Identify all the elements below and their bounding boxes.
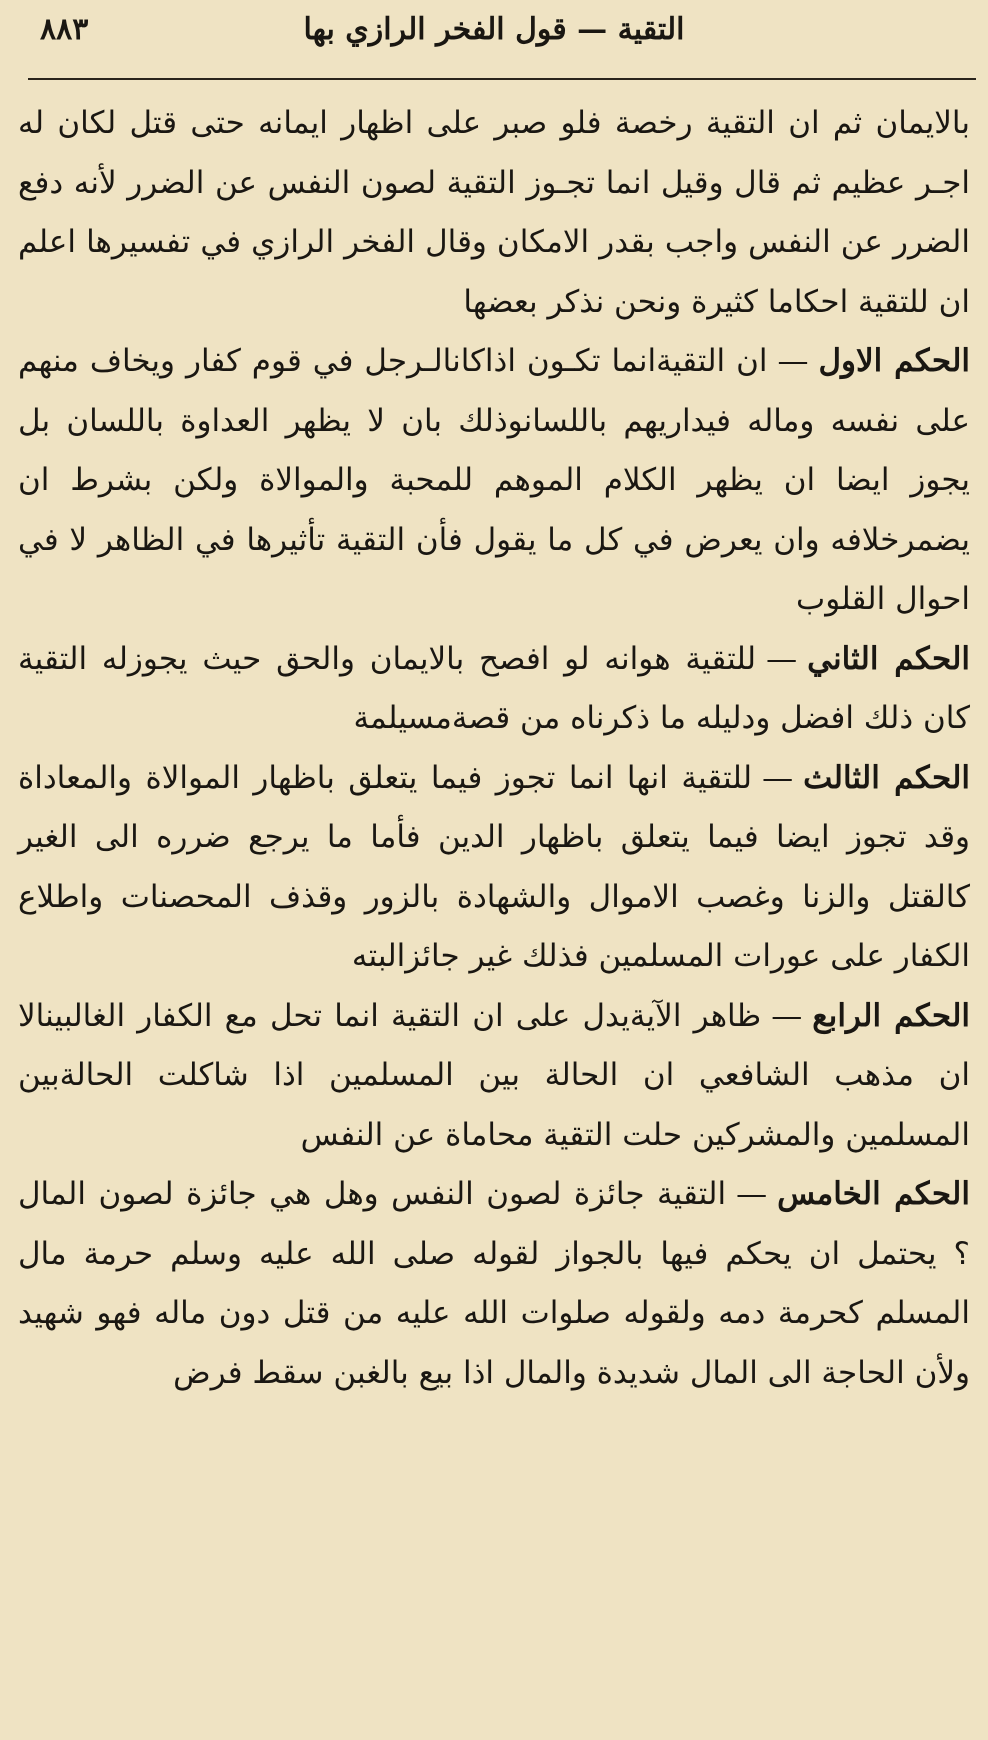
ruling-title: الحكم الخامس: [777, 1176, 970, 1212]
ruling-title: الحكم الاول: [818, 343, 970, 379]
ruling-5: [18, 1165, 970, 1403]
page-header: [40, 8, 948, 78]
ruling-4: [18, 987, 970, 1166]
ruling-title: الحكم الثاني: [807, 640, 971, 677]
ruling-2: [18, 630, 970, 749]
dash-separator: —: [762, 759, 794, 796]
running-title: التقية — قول الفخر الرازي بها: [303, 12, 685, 47]
ruling-text: ان التقيةانما تكـون اذاكانالـرجل في قوم كفار ويخاف منهم على نفسه وماله فيداريهم باللسانوذلك بان لا يظهر العداوة باللسان بل يجوز ايضا ان يظهر الكلام الموهم للمحبة والموالاة ولكن بشرط ان يضمرخلافه وان يعرض في كل ما يقول فأن التقية تأثيرها في الظاهر لا في احوال القلوب: [18, 343, 970, 617]
intro-paragraph: بالايمان ثم ان التقية رخصة فلو صبر على اظهار ايمانه حتى قتل لكان له اجـر عظيم ثم قال وقيل انما تجـوز التقية لصون النفس عن الضرر لأنه دفع الضرر عن النفس واجب بقدر الامكان وقال الفخر الرازي في تفسيرها اعلم ان للتقية احكاما كثيرة ونحن نذكر بعضها: [18, 105, 970, 320]
ruling-text: ظاهر الآيةيدل على ان التقية انما تحل مع الكفار الغالبينالا ان مذهب الشافعي ان الحالة بين المسلمين اذا شاكلت الحالةبين المسلمين والمشركين حلت التقية محاماة عن النفس: [18, 997, 970, 1153]
ruling-title: الحكم الثالث: [803, 759, 971, 796]
ruling-text: للتقية انها انما تجوز فيما يتعلق باظهار الموالاة والمعاداة وقد تجوز ايضا فيما يتعلق باظهار الدين فأما ما يرجع ضرره الى الغير كالقتل والزنا وغصب الاموال والشهادة بالزور وقذف المحصنات واطلاع الكفار على عورات المسلمين فذلك غير جائزالبته: [18, 759, 970, 974]
dash-separator: —: [777, 343, 809, 379]
ruling-text: التقية جائزة لصون النفس وهل هي جائزة لصون المال ؟ يحتمل ان يحكم فيها بالجواز لقوله صلى الله عليه وسلم حرمة مال المسلم كحرمة دمه ولقوله صلوات الله عليه من قتل دون ماله فهو شهيد ولأن الحاجة الى المال شديدة والمال اذا بيع بالغبن سقط فرض: [18, 1176, 970, 1391]
dash-separator: —: [771, 997, 803, 1034]
ruling-1: [18, 332, 970, 630]
dash-separator: —: [736, 1176, 768, 1212]
header-rule: [28, 78, 976, 80]
ruling-3: [18, 749, 970, 987]
ruling-title: الحكم الرابع: [812, 997, 971, 1034]
page-number: ٨٨٣: [40, 12, 89, 47]
ruling-text: للتقية هوانه لو افصح بالايمان والحق حيث يجوزله التقية كان ذلك افضل ودليله ما ذكرناه من قصةمسيلمة: [18, 640, 970, 736]
dash-separator: —: [766, 640, 798, 677]
body-text: [18, 94, 970, 1403]
